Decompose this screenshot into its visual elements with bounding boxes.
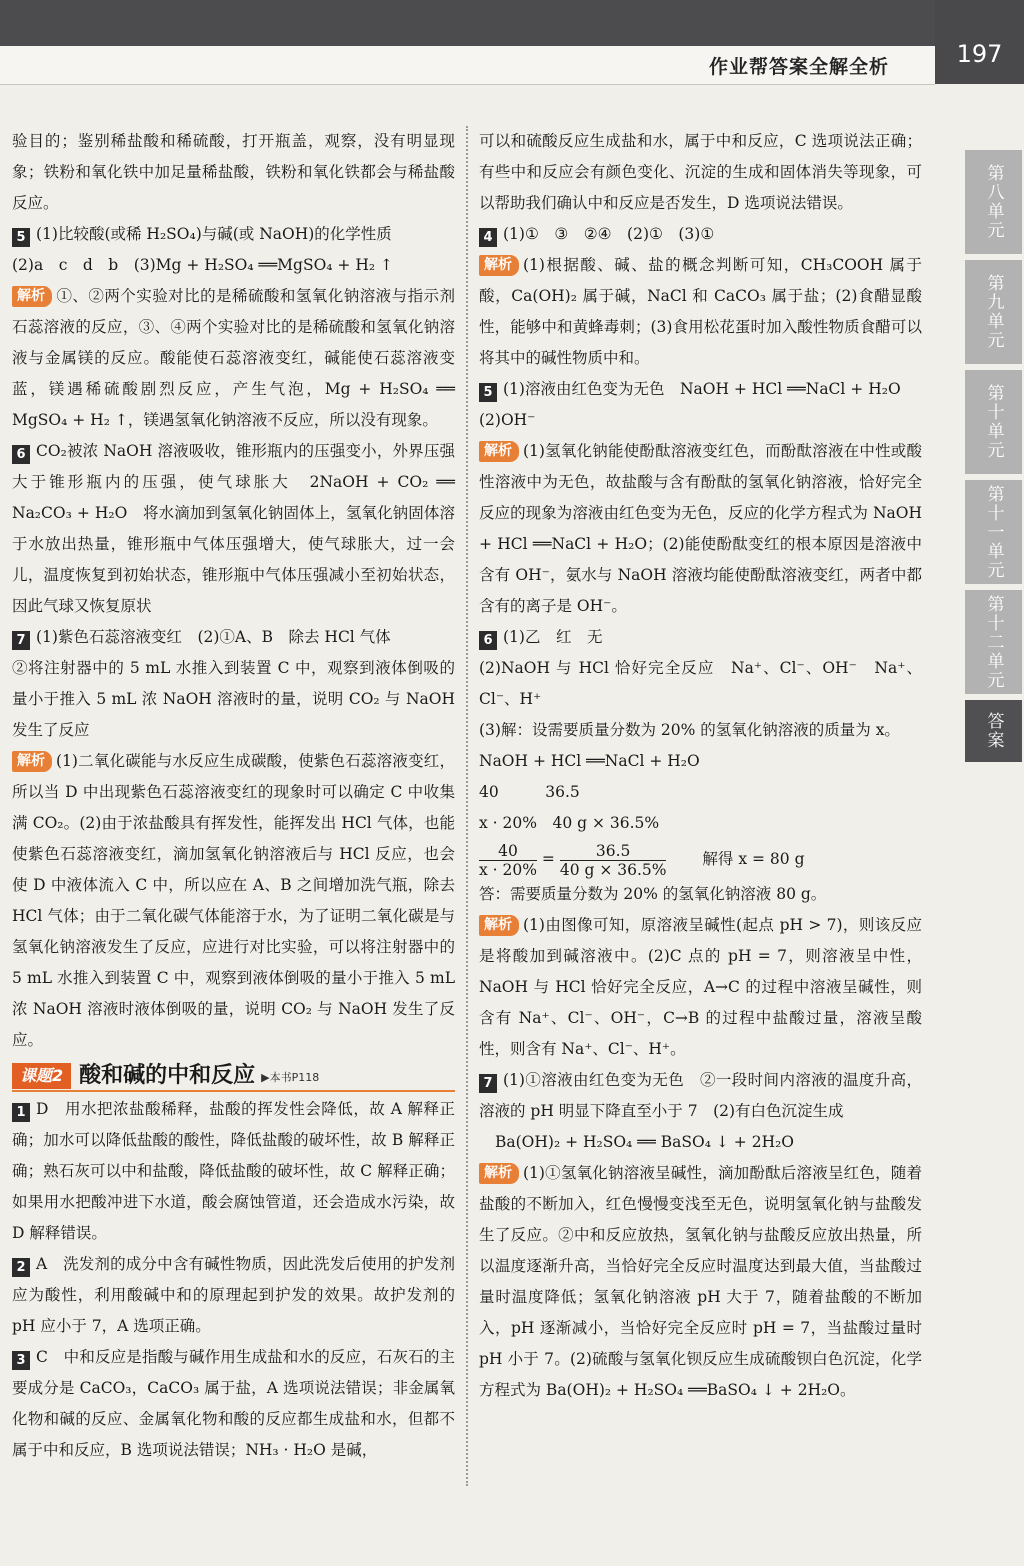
question-number: 3 xyxy=(12,1351,30,1370)
book-title: 作业帮答案全解全析 xyxy=(708,56,889,78)
fraction-right: $\frac{36.5}{40 g \times 36.5\%}$ xyxy=(559,841,667,879)
analysis-tag: 解析 xyxy=(479,1163,519,1184)
answer-s1: 1 D 用水把浓盐酸稀释，盐酸的挥发性会降低，故 A 解释正确；加水可以降低盐酸的酸性，降低盐酸的破坏性，故 B 解释正确；熟石灰可以中和盐酸，降低盐酸的破坏性，故 C 解释正确；如果用水把酸冲进下水道，酸会腐蚀管道，还会造成水污染，故 D 解释错误。 xyxy=(12,1100,455,1242)
page-number: 197 xyxy=(956,40,1003,68)
section-ref: ▶本书P118 xyxy=(261,1071,320,1084)
answer-s2: 2 A 洗发剂的成分中含有碱性物质，因此洗发后使用的护发剂应为酸性，利用酸碱中和的原理起到护发的效果。故护发剂的 pH 应小于 7，A 选项正确。 xyxy=(12,1255,455,1335)
answer-6: 6 CO₂被浓 NaOH 溶液吸收，锥形瓶内的压强变小，外界压强大于锥形瓶内的压强，使气球胀大 2NaOH + CO₂ ══ Na₂CO₃ + H₂O 将水滴加到氢氧化钠固体上，氢氧化钠固体溶于水放出热量，锥形瓶中气体压强增大，使气球胀大，过一会儿，温度恢复到初始状态，锥形瓶中气体压强减小至初始状态，因此气球又恢复原状 xyxy=(12,442,455,615)
tab-unit-8[interactable]: 第八单元 xyxy=(965,150,1022,254)
answer-5-line2: (2)a c d b (3)Mg + H₂SO₄ ══MgSO₄ + H₂ ↑ xyxy=(12,256,393,274)
top-bar xyxy=(0,0,935,46)
question-number: 7 xyxy=(12,631,30,650)
question-number: 1 xyxy=(12,1103,30,1122)
section-title: 酸和碱的中和反应 xyxy=(79,1063,256,1088)
answer-7: 7 (1)紫色石蕊溶液变红 (2)①A、B 除去 HCl 气体 xyxy=(12,622,455,653)
tab-unit-12[interactable]: 第十二单元 xyxy=(965,590,1022,694)
solution: 解得 x = 80 g xyxy=(702,850,805,868)
question-number: 7 xyxy=(479,1074,497,1093)
analysis-tag: 解析 xyxy=(479,255,519,276)
fraction-left: $\frac{40}{x \cdot 20\%}$ xyxy=(479,841,537,879)
tab-unit-9[interactable]: 第九单元 xyxy=(965,260,1022,364)
proportion: $\frac{40}{x \cdot 20\%}$ = $\frac{36.5}{40 g \times 36.5\%}$ 解得 x = 80 g xyxy=(479,841,805,879)
analysis-tag: 解析 xyxy=(12,751,52,772)
answer-s6-line3: (3)解：设需要质量分数为 20% 的氢氧化钠溶液的质量为 x。 xyxy=(479,721,900,739)
answer-s4: 4 (1)① ③ ②④ (2)① (3)① xyxy=(479,219,922,250)
mass-row-2: x · 20% 40 g × 36.5% xyxy=(479,814,660,832)
question-number: 5 xyxy=(479,383,497,402)
right-column xyxy=(479,126,922,1406)
analysis-s6: 解析 (1)由图像可知，原溶液呈碱性(起点 pH > 7)，则该反应是将酸加到碱溶液中。(2)C 点的 pH = 7，则溶液呈中性，NaOH 与 HCl 恰好完全反应，A→C 的过程中溶液呈碱性，则含有 Na⁺、Cl⁻、OH⁻，C→B 的过程中盐酸过量，溶液呈酸性，则含有 Na⁺、Cl⁻、H⁺。 xyxy=(479,916,922,1058)
section-label: 课题2 xyxy=(12,1063,71,1089)
question-number: 6 xyxy=(12,445,30,464)
paragraph: 验目的；鉴别稀盐酸和稀硫酸，打开瓶盖，观察，没有明显现象；铁粉和氧化铁中加足量稀盐酸，铁粉和氧化铁都会与稀盐酸反应。 xyxy=(12,132,455,212)
answer-statement: 答：需要质量分数为 20% 的氢氧化钠溶液 80 g。 xyxy=(479,885,827,903)
answer-s5-line2: (2)OH⁻ xyxy=(479,411,536,429)
tab-unit-10[interactable]: 第十单元 xyxy=(965,370,1022,474)
answer-s6-line2: (2)NaOH 与 HCl 恰好完全反应 Na⁺、Cl⁻、OH⁻ Na⁺、Cl⁻、H⁺ xyxy=(479,659,922,708)
question-number: 4 xyxy=(479,228,497,247)
mass-row-1: 40 36.5 xyxy=(479,783,580,801)
analysis-s7: 解析 (1)①氢氧化钠溶液呈碱性，滴加酚酞后溶液呈红色，随着盐酸的不断加入，红色慢慢变浅至无色，说明氢氧化钠与盐酸发生了反应。②中和反应放热，氢氧化钠与盐酸反应放出热量，所以温度逐渐升高，当恰好完全反应时温度达到最大值，当盐酸过量时温度降低；氢氧化钠溶液 pH 大于 7，随着盐酸的不断加入，pH 逐渐减小，当恰好完全反应时 pH = 7，当盐酸过量时 pH 小于 7。(2)硫酸与氢氧化钡反应生成硫酸钡白色沉淀，化学方程式为 Ba(OH)₂ + H₂SO₄ ══BaSO₄ ↓ + 2H₂O。 xyxy=(479,1164,922,1399)
tab-answers[interactable]: 答案 xyxy=(965,700,1022,762)
column-divider xyxy=(466,126,468,1486)
question-number: 5 xyxy=(12,228,30,247)
tab-unit-11[interactable]: 第十一单元 xyxy=(965,480,1022,584)
equation: Ba(OH)₂ + H₂SO₄ ══ BaSO₄ ↓ + 2H₂O xyxy=(495,1133,795,1151)
analysis-s5: 解析 (1)氢氧化钠能使酚酞溶液变红色，而酚酞溶液在中性或酸性溶液中为无色，故盐酸与含有酚酞的氢氧化钠溶液，恰好完全反应的现象为溶液由红色变为无色，反应的化学方程式为 NaOH + HCl ══NaCl + H₂O；(2)能使酚酞变红的根本原因是溶液中含有 OH⁻，氨水与 NaOH 溶液均能使酚酞溶液变红，两者中都含有的离子是 OH⁻。 xyxy=(479,442,922,615)
left-column xyxy=(12,126,455,1466)
analysis-7: 解析 (1)二氧化碳能与水反应生成碳酸，使紫色石蕊溶液变红，所以当 D 中出现紫色石蕊溶液变红的现象时可以确定 C 中收集满 CO₂。(2)由于浓盐酸具有挥发性，能挥发出 HCl 气体，也能使紫色石蕊溶液变红，滴加氢氧化钠溶液后与 HCl 反应，也会使 D 中液体流入 C 中，所以应在 A、B 之间增加洗气瓶，除去 HCl 气体；由于二氧化碳气体能溶于水，为了证明二氧化碳是与氢氧化钠溶液发生了反应，应进行对比实验，可以将注射器中的 5 mL 水推入到装置 C 中，观察到液体倒吸的量小于推入 5 mL 浓 NaOH 溶液时液体倒吸的量，说明 CO₂ 与 NaOH 发生了反应。 xyxy=(12,752,455,1049)
answer-7-line2: ②将注射器中的 5 mL 水推入到装置 C 中，观察到液体倒吸的量小于推入 5 mL 浓 NaOH 溶液时的量，说明 CO₂ 与 NaOH 发生了反应 xyxy=(12,659,455,739)
analysis-tag: 解析 xyxy=(479,441,519,462)
question-number: 2 xyxy=(12,1258,30,1277)
answer-s6: 6 (1)乙 红 无 xyxy=(479,622,922,653)
unit-tabs xyxy=(965,150,1024,768)
analysis-5: 解析 ①、②两个实验对比的是稀硫酸和氢氧化钠溶液与指示剂石蕊溶液的反应，③、④两个实验对比的是稀硫酸和氢氧化钠溶液与金属镁的反应。酸能使石蕊溶液变红，碱能使石蕊溶液变蓝，镁遇稀硫酸剧烈反应，产生气泡，Mg + H₂SO₄ ══ MgSO₄ + H₂ ↑，镁遇氢氧化钠溶液不反应，所以没有现象。 xyxy=(12,287,455,429)
answer-s5: 5 (1)溶液由红色变为无色 NaOH + HCl ══NaCl + H₂O xyxy=(479,374,922,405)
section-heading xyxy=(12,1060,455,1092)
analysis-s4: 解析 (1)根据酸、碱、盐的概念判断可知，CH₃COOH 属于酸，Ca(OH)₂ 属于碱，NaCl 和 CaCO₃ 属于盐；(2)食醋显酸性，能够中和黄蜂毒刺；(3)食用松花蛋时加入酸性物质食醋可以将其中的碱性物质中和。 xyxy=(479,256,922,367)
paragraph: 可以和硫酸反应生成盐和水，属于中和反应，C 选项说法正确；有些中和反应会有颜色变化、沉淀的生成和固体消失等现象，可以帮助我们确认中和反应是否发生，D 选项说法错误。 xyxy=(479,132,922,212)
equation: NaOH + HCl ══NaCl + H₂O xyxy=(479,752,700,770)
answer-s7: 7 (1)①溶液由红色变为无色 ②一段时间内溶液的温度升高，溶液的 pH 明显下降直至小于 7 (2)有白色沉淀生成 xyxy=(479,1071,922,1120)
answer-5: 5 (1)比较酸(或稀 H₂SO₄)与碱(或 NaOH)的化学性质 xyxy=(12,219,455,250)
question-number: 6 xyxy=(479,631,497,650)
answer-s3: 3 C 中和反应是指酸与碱作用生成盐和水的反应，石灰石的主要成分是 CaCO₃，CaCO₃ 属于盐，A 选项说法错误；非金属氧化物和碱的反应、金属氧化物和酸的反应都生成盐和水，但都不属于中和反应，B 选项说法错误；NH₃ · H₂O 是碱， xyxy=(12,1348,455,1459)
analysis-tag: 解析 xyxy=(12,286,52,307)
analysis-tag: 解析 xyxy=(479,915,519,936)
